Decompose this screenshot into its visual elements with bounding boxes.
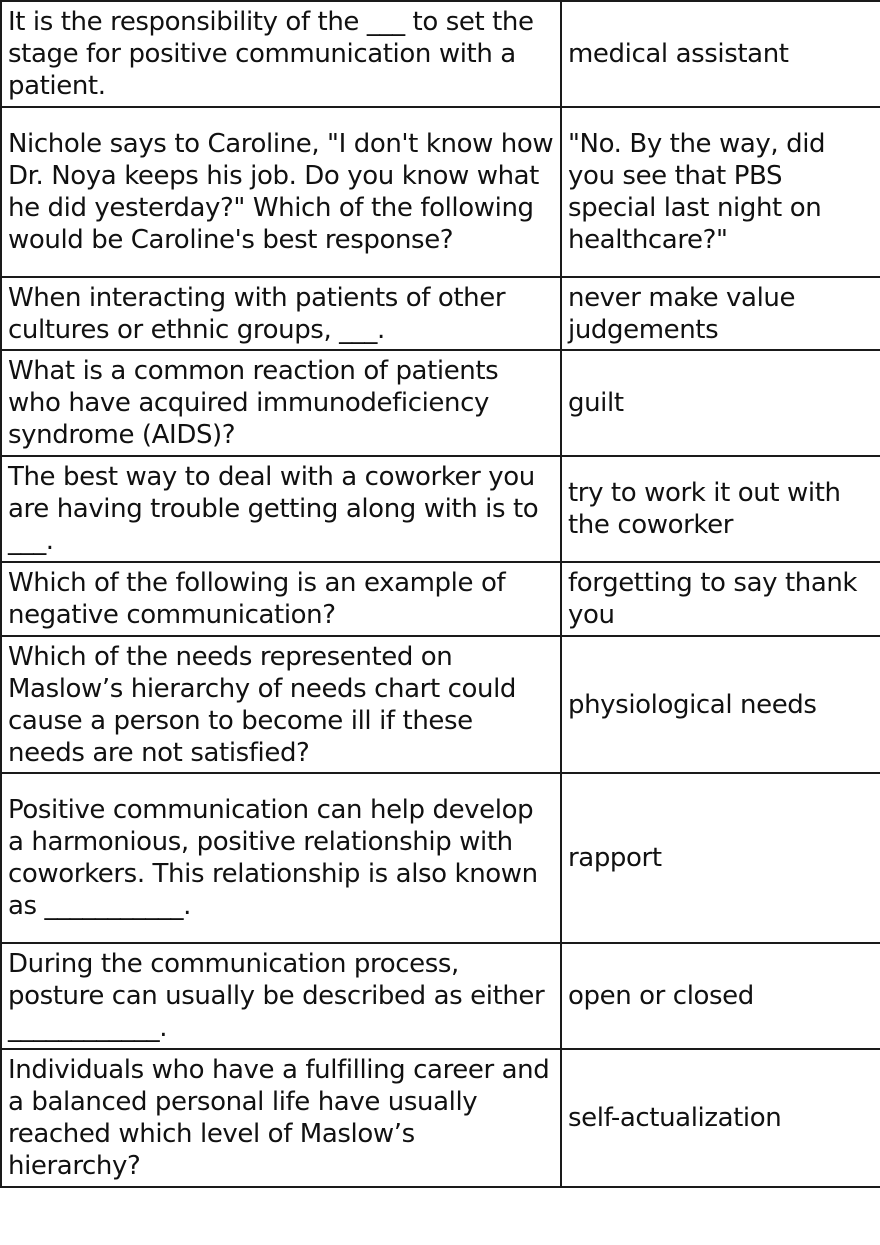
term-cell: Individuals who have a fulfilling career and a balanced personal life have usually reached which level of Maslow’s hierarchy? [1,1049,561,1187]
table-row [1,636,880,773]
term-cell: The best way to deal with a coworker you are having trouble getting along with is to ___. [1,456,561,562]
table-row [1,773,880,943]
definition-cell: forgetting to say thank you [561,562,880,636]
table-row [1,1,880,107]
definition-cell: self-actualization [561,1049,880,1187]
definition-cell: open or closed [561,943,880,1049]
definition-cell: "No. By the way, did you see that PBS special last night on healthcare?" [561,107,880,277]
term-cell: It is the responsibility of the ___ to set the stage for positive communication with a patient. [1,1,561,107]
definition-cell: physiological needs [561,636,880,773]
term-cell: Positive communication can help develop a harmonious, positive relationship with coworkers. This relationship is also known as ___________. [1,773,561,943]
term-cell: When interacting with patients of other cultures or ethnic groups, ___. [1,277,561,350]
table-row [1,456,880,562]
term-cell: Nichole says to Caroline, "I don't know how Dr. Noya keeps his job. Do you know what he did yesterday?" Which of the following would be Caroline's best response? [1,107,561,277]
term-cell: Which of the following is an example of negative communication? [1,562,561,636]
definition-cell: rapport [561,773,880,943]
table-row [1,1049,880,1187]
table-row [1,107,880,277]
definition-cell: try to work it out with the coworker [561,456,880,562]
table-row [1,943,880,1049]
term-cell: Which of the needs represented on Maslow’s hierarchy of needs chart could cause a person to become ill if these needs are not satisfied? [1,636,561,773]
table-row [1,277,880,350]
definition-cell: never make value judgements [561,277,880,350]
table-row [1,350,880,456]
term-cell: During the communication process, posture can usually be described as either ____________. [1,943,561,1049]
definition-cell: guilt [561,350,880,456]
term-cell: What is a common reaction of patients who have acquired immunodeficiency syndrome (AIDS)? [1,350,561,456]
definition-cell: medical assistant [561,1,880,107]
table-row [1,562,880,636]
